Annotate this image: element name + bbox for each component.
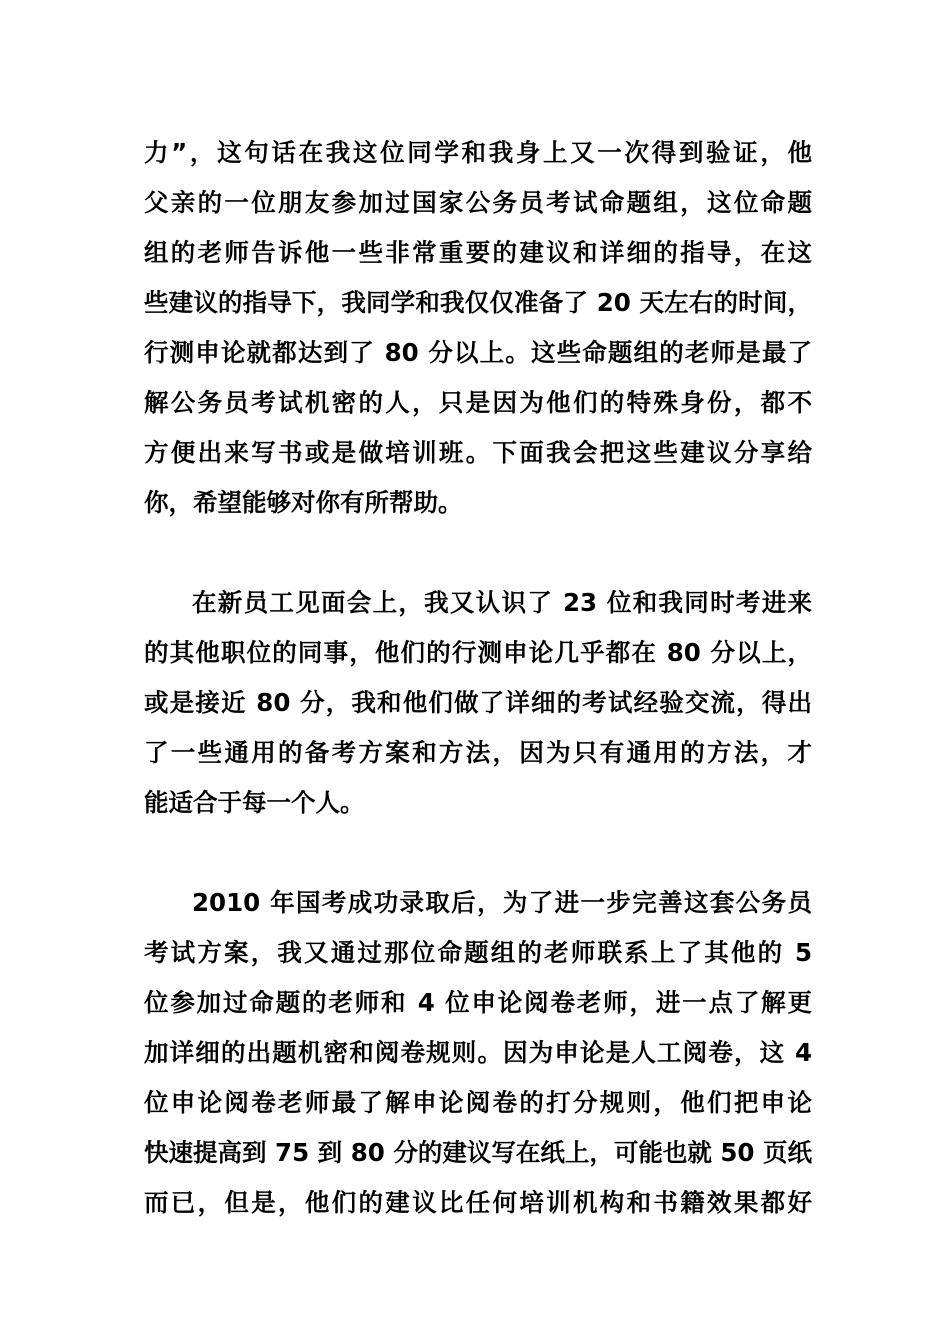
- paragraph-spacer: [144, 828, 812, 878]
- text-line: 位申论阅卷老师最了解申论阅卷的打分规则，他们把申论: [144, 1088, 812, 1117]
- text-line: 组的老师告诉他一些非常重要的建议和详细的指导，在这: [144, 238, 812, 267]
- paragraph-2: [144, 578, 812, 828]
- text-line: 或是接近 80 分，我和他们做了详细的考试经验交流，得出: [144, 688, 812, 717]
- paragraph-1: [144, 128, 812, 528]
- text-line: 而已，但是，他们的建议比任何培训机构和书籍效果都好: [144, 1188, 812, 1217]
- text-line: 考试方案，我又通过那位命题组的老师联系上了其他的 5: [144, 938, 812, 967]
- paragraph-spacer: [144, 528, 812, 578]
- text-line: 些建议的指导下，我同学和我仅仅准备了 20 天左右的时间，: [144, 288, 812, 317]
- text-line: 了一些通用的备考方案和方法，因为只有通用的方法，才: [144, 738, 812, 767]
- text-line: 你，希望能够对你有所帮助。: [144, 488, 463, 517]
- text-line: 力”，这句话在我这位同学和我身上又一次得到验证，他: [144, 138, 812, 167]
- body-text: [144, 128, 812, 1228]
- text-line: 能适合于每一个人。: [144, 788, 365, 817]
- text-line: 解公务员考试机密的人，只是因为他们的特殊身份，都不: [144, 388, 812, 417]
- text-line: 在新员工见面会上，我又认识了 23 位和我同时考进来: [192, 588, 812, 617]
- text-line: 加详细的出题机密和阅卷规则。因为申论是人工阅卷，这 4: [144, 1038, 812, 1067]
- text-line: 父亲的一位朋友参加过国家公务员考试命题组，这位命题: [144, 188, 812, 217]
- paragraph-3: [144, 878, 812, 1228]
- text-line: 的其他职位的同事，他们的行测申论几乎都在 80 分以上，: [144, 638, 812, 667]
- text-line: 行测申论就都达到了 80 分以上。这些命题组的老师是最了: [144, 338, 812, 367]
- text-line: 快速提高到 75 到 80 分的建议写在纸上，可能也就 50 页纸: [144, 1138, 812, 1167]
- text-line: 2010 年国考成功录取后，为了进一步完善这套公务员: [192, 888, 812, 917]
- text-line: 位参加过命题的老师和 4 位申论阅卷老师，进一点了解更: [144, 988, 812, 1017]
- text-line: 方便出来写书或是做培训班。下面我会把这些建议分享给: [144, 438, 812, 467]
